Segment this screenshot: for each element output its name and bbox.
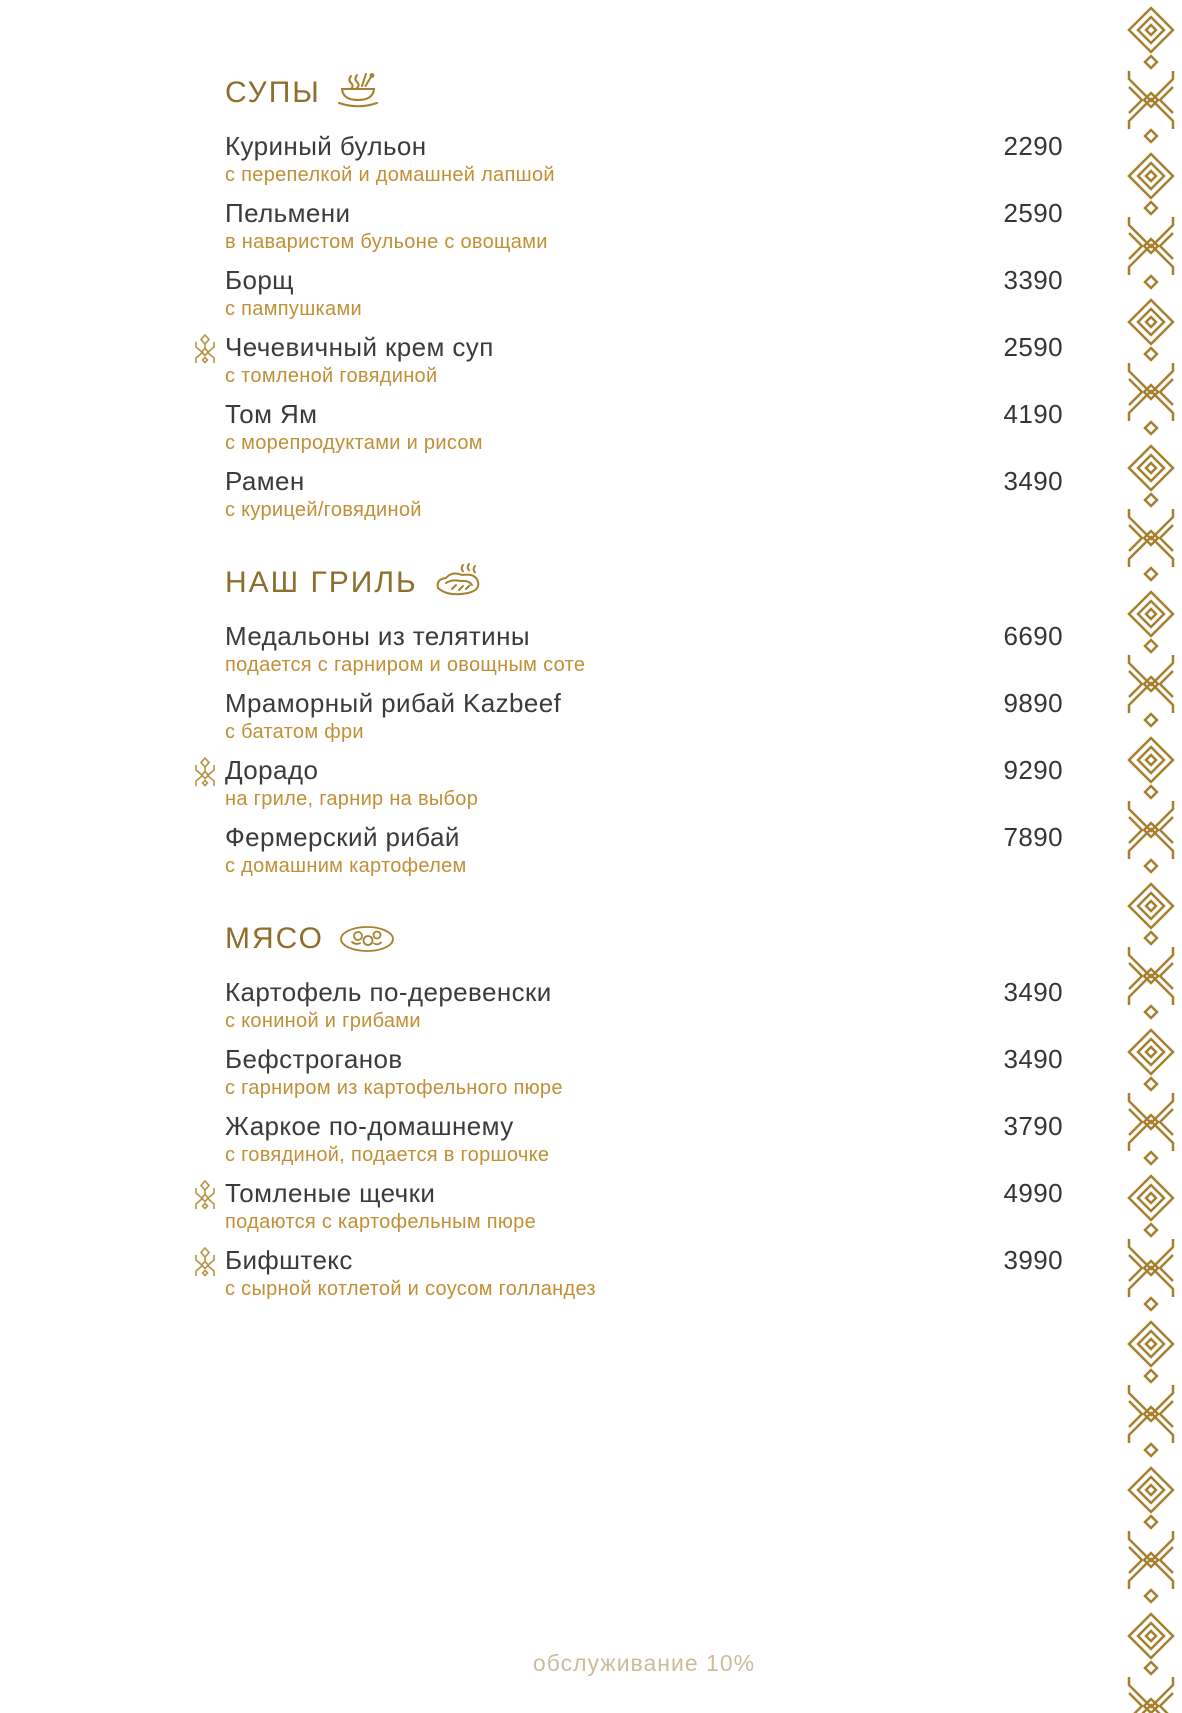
- dish-description: подаются с картофельным пюре: [225, 1211, 537, 1233]
- dish-price: 3490: [1003, 466, 1063, 496]
- dish-price: 7890: [1003, 822, 1063, 852]
- menu-item: [225, 688, 1063, 743]
- dish-price: 9290: [1003, 755, 1063, 785]
- dish-description: с бататом фри: [225, 721, 364, 743]
- dish-row: [225, 1245, 1063, 1276]
- section-title: СУПЫ: [225, 76, 321, 109]
- dish-name: Томленые щечки: [225, 1178, 436, 1208]
- dish-row: [225, 822, 1063, 853]
- menu-item: [225, 332, 1063, 387]
- section-items: [225, 977, 1063, 1300]
- menu-section: [225, 919, 1063, 1300]
- dish-price: 4990: [1003, 1178, 1063, 1208]
- dish-name: Чечевичный крем суп: [225, 332, 494, 362]
- dish-description: с домашним картофелем: [225, 855, 467, 877]
- dish-description: на гриле, гарнир на выбор: [225, 788, 479, 810]
- dish-price: 3390: [1003, 265, 1063, 295]
- section-header: [225, 73, 1063, 113]
- dish-description: с курицей/говядиной: [225, 499, 422, 521]
- dish-name: Жаркое по-домашнему: [225, 1111, 514, 1141]
- dish-row: [225, 466, 1063, 497]
- dish-name: Пельмени: [225, 198, 351, 228]
- dish-price: 3990: [1003, 1245, 1063, 1275]
- meat-plate-icon: [338, 924, 396, 954]
- ornament-marker-icon: [193, 1247, 217, 1277]
- ornament-marker-icon: [193, 1180, 217, 1210]
- menu-item: [225, 399, 1063, 454]
- dish-price: 3490: [1003, 977, 1063, 1007]
- dish-name: Бефстроганов: [225, 1044, 403, 1074]
- dish-name: Дорадо: [225, 755, 319, 785]
- section-items: [225, 621, 1063, 877]
- grill-steak-icon: [432, 562, 484, 604]
- dish-price: 6690: [1003, 621, 1063, 651]
- menu-item: [225, 131, 1063, 186]
- dish-price: 4190: [1003, 399, 1063, 429]
- dish-description: в наваристом бульоне с овощами: [225, 231, 548, 253]
- dish-description: с пампушками: [225, 298, 362, 320]
- dish-row: [225, 688, 1063, 719]
- dish-row: [225, 265, 1063, 296]
- menu-item: [225, 1111, 1063, 1166]
- dish-name: Куриный бульон: [225, 131, 427, 161]
- dish-row: [225, 1111, 1063, 1142]
- dish-name: Том Ям: [225, 399, 318, 429]
- dish-description: с кониной и грибами: [225, 1010, 421, 1032]
- dish-row: [225, 621, 1063, 652]
- service-charge-note: обслуживание 10%: [532, 1650, 756, 1676]
- menu-item: [225, 1044, 1063, 1099]
- dish-name: Медальоны из телятины: [225, 621, 530, 651]
- menu-item: [225, 466, 1063, 521]
- section-title: НАШ ГРИЛЬ: [225, 566, 418, 599]
- dish-price: 2590: [1003, 198, 1063, 228]
- menu-item: [225, 1245, 1063, 1300]
- dish-price: 3790: [1003, 1111, 1063, 1141]
- menu-section: [225, 73, 1063, 521]
- dish-description: с сырной котлетой и соусом голландез: [225, 1278, 596, 1300]
- dish-price: 2590: [1003, 332, 1063, 362]
- menu-item: [225, 822, 1063, 877]
- menu-item: [225, 265, 1063, 320]
- dish-description: с перепелкой и домашней лапшой: [225, 164, 555, 186]
- menu-content: [225, 73, 1063, 1312]
- dish-price: 9890: [1003, 688, 1063, 718]
- section-title: МЯСО: [225, 922, 324, 955]
- dish-price: 2290: [1003, 131, 1063, 161]
- dish-description: с морепродуктами и рисом: [225, 432, 483, 454]
- dish-row: [225, 332, 1063, 363]
- menu-item: [225, 198, 1063, 253]
- dish-description: с говядиной, подается в горшочке: [225, 1144, 550, 1166]
- dish-name: Мраморный рибай Kazbeef: [225, 688, 562, 718]
- section-header: [225, 563, 1063, 603]
- dish-name: Борщ: [225, 265, 294, 295]
- ornament-marker-icon: [193, 334, 217, 364]
- menu-item: [225, 621, 1063, 676]
- dish-description: подается с гарниром и овощным соте: [225, 654, 586, 676]
- ornament-marker-icon: [193, 757, 217, 787]
- dish-row: [225, 399, 1063, 430]
- dish-row: [225, 1178, 1063, 1209]
- dish-row: [225, 1044, 1063, 1075]
- dish-row: [225, 977, 1063, 1008]
- dish-name: Бифштекс: [225, 1245, 353, 1275]
- dish-name: Рамен: [225, 466, 305, 496]
- dish-row: [225, 755, 1063, 786]
- dish-description: с гарниром из картофельного пюре: [225, 1077, 563, 1099]
- soup-bowl-icon: [335, 73, 381, 113]
- menu-item: [225, 977, 1063, 1032]
- dish-description: с томленой говядиной: [225, 365, 438, 387]
- menu-item: [225, 755, 1063, 810]
- dish-row: [225, 131, 1063, 162]
- dish-price: 3490: [1003, 1044, 1063, 1074]
- kazakh-ornament-border: [1120, 0, 1182, 1713]
- dish-name: Картофель по-деревенски: [225, 977, 552, 1007]
- section-header: [225, 919, 1063, 959]
- dish-row: [225, 198, 1063, 229]
- dish-name: Фермерский рибай: [225, 822, 460, 852]
- menu-section: [225, 563, 1063, 877]
- menu-item: [225, 1178, 1063, 1233]
- section-items: [225, 131, 1063, 521]
